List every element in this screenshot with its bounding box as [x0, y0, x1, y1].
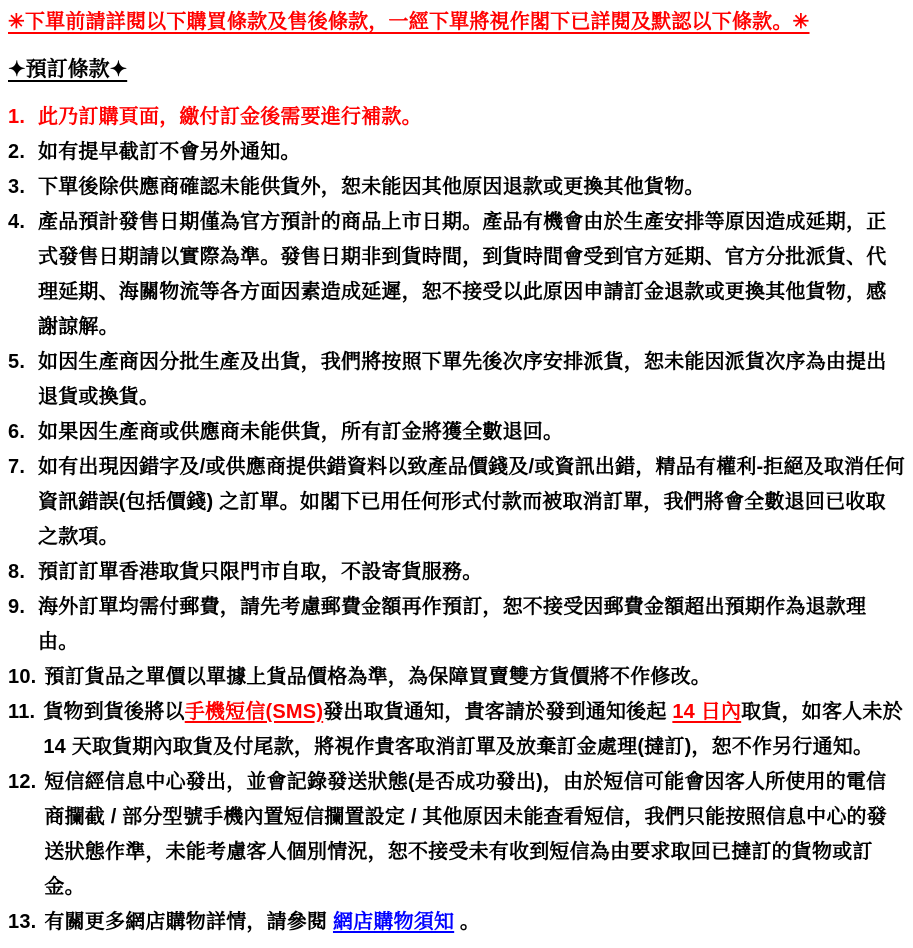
term-number: 9.	[8, 596, 26, 618]
text-segment: 如有出現因錯字及/或供應商提供錯資料以致產品價錢及/或資訊出錯，精品有權利-拒絕及取消任何資訊錯誤(包括價錢) 之訂單。如閣下已用任何形式付款而被取消訂單，我們將會全數退回已收取之款項。	[38, 456, 905, 548]
text-segment: 預訂貨品之單價以單據上貨品價格為準，為保障買賣雙方貨價將不作修改。	[44, 666, 712, 688]
term-item	[8, 415, 905, 450]
term-item	[8, 345, 905, 415]
text-segment: 發出取貨通知，貴客請於發到通知後起	[323, 701, 673, 723]
term-text	[38, 135, 905, 170]
term-number: 7.	[8, 456, 26, 478]
term-text	[38, 100, 905, 135]
term-number: 2.	[8, 141, 26, 163]
term-number: 13.	[8, 911, 37, 933]
text-segment: 海外訂單均需付郵費，請先考慮郵費金額再作預訂，恕不接受因郵費金額超出預期作為退款理由。	[38, 596, 867, 653]
text-segment: 。	[454, 911, 481, 933]
term-item	[8, 170, 905, 205]
term-text	[38, 555, 905, 590]
term-text	[44, 905, 905, 940]
text-segment: 取貨，如客人未於 14 天取貨期內取貨及付尾款，將視作貴客取消訂單及放棄訂金處理(撻訂)，恕不作另行通知。	[43, 701, 903, 758]
term-number: 10.	[8, 666, 37, 688]
term-text	[43, 695, 905, 765]
term-item	[8, 205, 905, 345]
text-segment: 短信經信息中心發出，並會記錄發送狀態(是否成功發出)，由於短信可能會因客人所使用的電信商攔截 / 部分型號手機內置短信攔置設定 / 其他原因未能查看短信，我們只能按照信息中心的發送狀態作準，未能考慮客人個別情況，恕不接受未有收到短信為由要求取回已撻訂的貨物或訂金。	[44, 771, 887, 898]
term-number: 6.	[8, 421, 26, 443]
term-item	[8, 695, 905, 765]
text-segment: 下單後除供應商確認未能供貨外，恕未能因其他原因退款或更換其他貨物。	[38, 176, 705, 198]
term-text	[38, 170, 905, 205]
section-heading-text: ✦預訂條款✦	[8, 58, 128, 81]
term-number: 11.	[8, 701, 36, 723]
term-number: 1.	[8, 106, 26, 128]
text-segment: 貨物到貨後將以	[43, 701, 185, 723]
term-item	[8, 660, 905, 695]
pre-order-warning-banner: ✳下單前請詳閱以下購買條款及售後條款，一經下單將視作閣下已詳閱及默認以下條款。✳	[8, 11, 810, 33]
text-segment: 有關更多網店購物詳情，請參閱	[44, 911, 333, 933]
term-text	[44, 765, 905, 905]
term-item	[8, 765, 905, 905]
term-item	[8, 450, 905, 555]
highlighted-red-text: 14 日內	[672, 701, 742, 723]
term-number: 12.	[8, 771, 37, 793]
store-shopping-notice-link[interactable]: 網店購物須知	[332, 911, 455, 933]
term-number: 5.	[8, 351, 26, 373]
term-text	[44, 660, 905, 695]
term-text	[38, 345, 905, 415]
term-number: 4.	[8, 211, 26, 233]
term-text	[38, 450, 905, 555]
section-heading	[8, 57, 905, 83]
terms-list	[8, 100, 905, 940]
text-segment: 產品預計發售日期僅為官方預計的商品上市日期。產品有機會由於生產安排等原因造成延期，正式發售日期請以實際為準。發售日期非到貨時間，到貨時間會受到官方延期、官方分批派貨、代理延期、海關物流等各方面因素造成延遲，恕不接受以此原因申請訂金退款或更換其他貨物，感謝諒解。	[38, 211, 887, 338]
text-segment: 如有提早截訂不會另外通知。	[38, 141, 301, 163]
text-segment: 如因生產商因分批生產及出貨，我們將按照下單先後次序安排派貨，恕未能因派貨次序為由提出退貨或換貨。	[38, 351, 887, 408]
term-item	[8, 905, 905, 940]
term-text	[38, 415, 905, 450]
highlighted-red-text: 手機短信(SMS)	[184, 701, 324, 723]
term-text	[38, 590, 905, 660]
term-item	[8, 135, 905, 170]
term-item	[8, 555, 905, 590]
term-item	[8, 100, 905, 135]
text-segment: 此乃訂購頁面，繳付訂金後需要進行補款。	[38, 106, 422, 128]
term-item	[8, 590, 905, 660]
term-text	[38, 205, 905, 345]
term-number: 3.	[8, 176, 26, 198]
text-segment: 預訂訂單香港取貨只限門市自取，不設寄貨服務。	[38, 561, 483, 583]
text-segment: 如果因生產商或供應商未能供貨，所有訂金將獲全數退回。	[38, 421, 564, 443]
term-number: 8.	[8, 561, 26, 583]
